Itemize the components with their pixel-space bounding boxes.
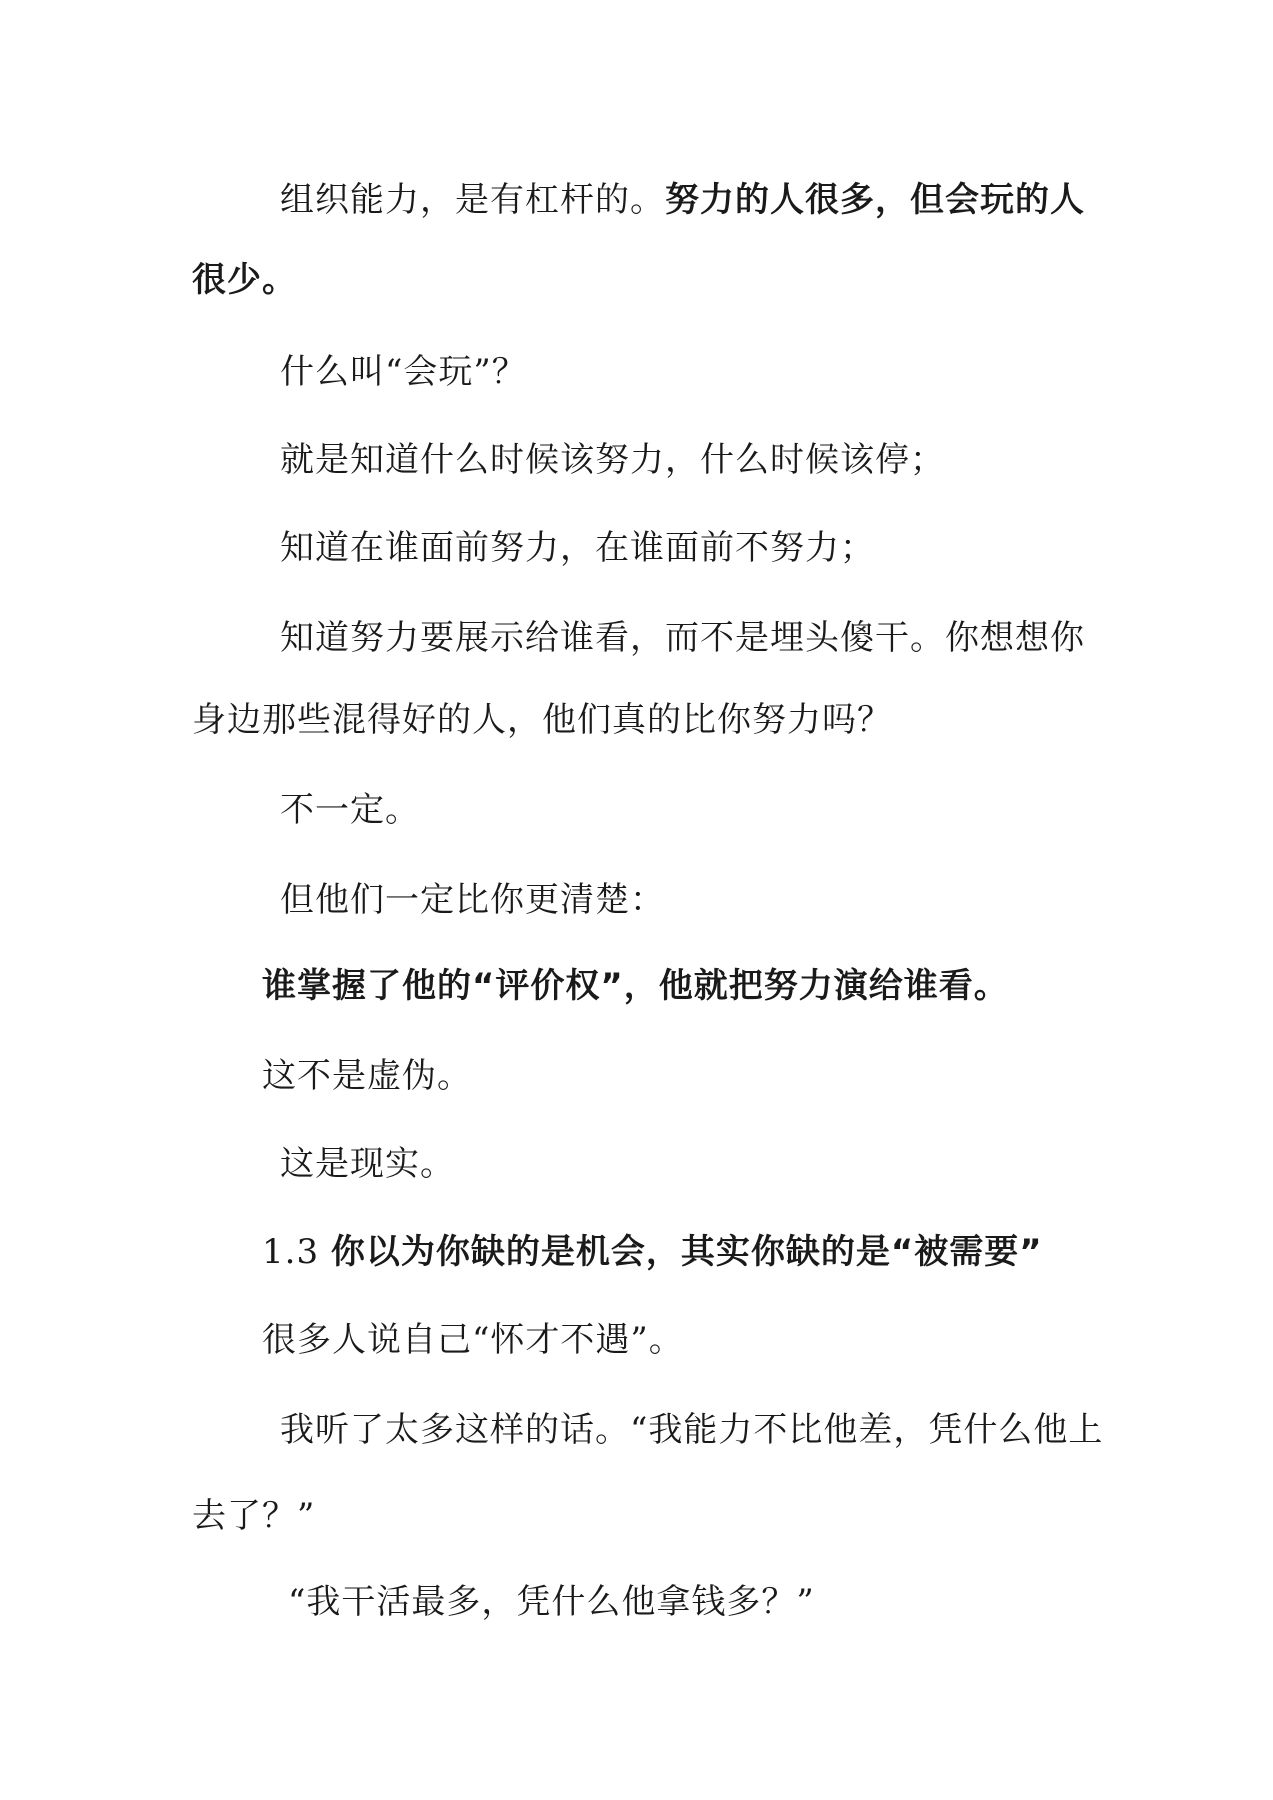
paragraph-12-line-1: 我听了太多这样的话。“我能力不比他差，凭什么他上 xyxy=(280,1410,1104,1450)
paragraph-5-line-1: 知道努力要展示给谁看，而不是埋头傻干。你想想你 xyxy=(280,618,1085,658)
paragraph-1-line-2: 很少。 xyxy=(192,260,297,300)
paragraph-7: 但他们一定比你更清楚： xyxy=(280,880,665,920)
paragraph-11: 很多人说自己“怀才不遇”。 xyxy=(262,1320,684,1360)
paragraph-1-regular: 组织能力，是有杠杆的。 xyxy=(280,180,665,220)
paragraph-5-line-2: 身边那些混得好的人，他们真的比你努力吗？ xyxy=(192,700,892,740)
paragraph-1-bold: 努力的人很多，但会玩的人 xyxy=(665,180,1085,220)
paragraph-1-line-1 xyxy=(280,180,1085,220)
paragraph-12-line-2: 去了？” xyxy=(192,1496,316,1536)
paragraph-4: 知道在谁面前努力，在谁面前不努力； xyxy=(280,528,875,568)
section-number: 1.3 xyxy=(262,1232,320,1272)
section-heading xyxy=(262,1232,1043,1272)
paragraph-13: “我干活最多，凭什么他拿钱多？” xyxy=(288,1582,815,1622)
paragraph-8-emphasis: 谁掌握了他的“评价权”，他就把努力演给谁看。 xyxy=(262,966,1009,1006)
paragraph-6: 不一定。 xyxy=(280,790,420,830)
paragraph-10: 这是现实。 xyxy=(280,1144,455,1184)
section-title: 你以为你缺的是机会，其实你缺的是“被需要” xyxy=(330,1232,1043,1272)
paragraph-2: 什么叫“会玩”？ xyxy=(280,352,527,392)
paragraph-3: 就是知道什么时候该努力，什么时候该停； xyxy=(280,440,945,480)
paragraph-9: 这不是虚伪。 xyxy=(262,1056,472,1096)
